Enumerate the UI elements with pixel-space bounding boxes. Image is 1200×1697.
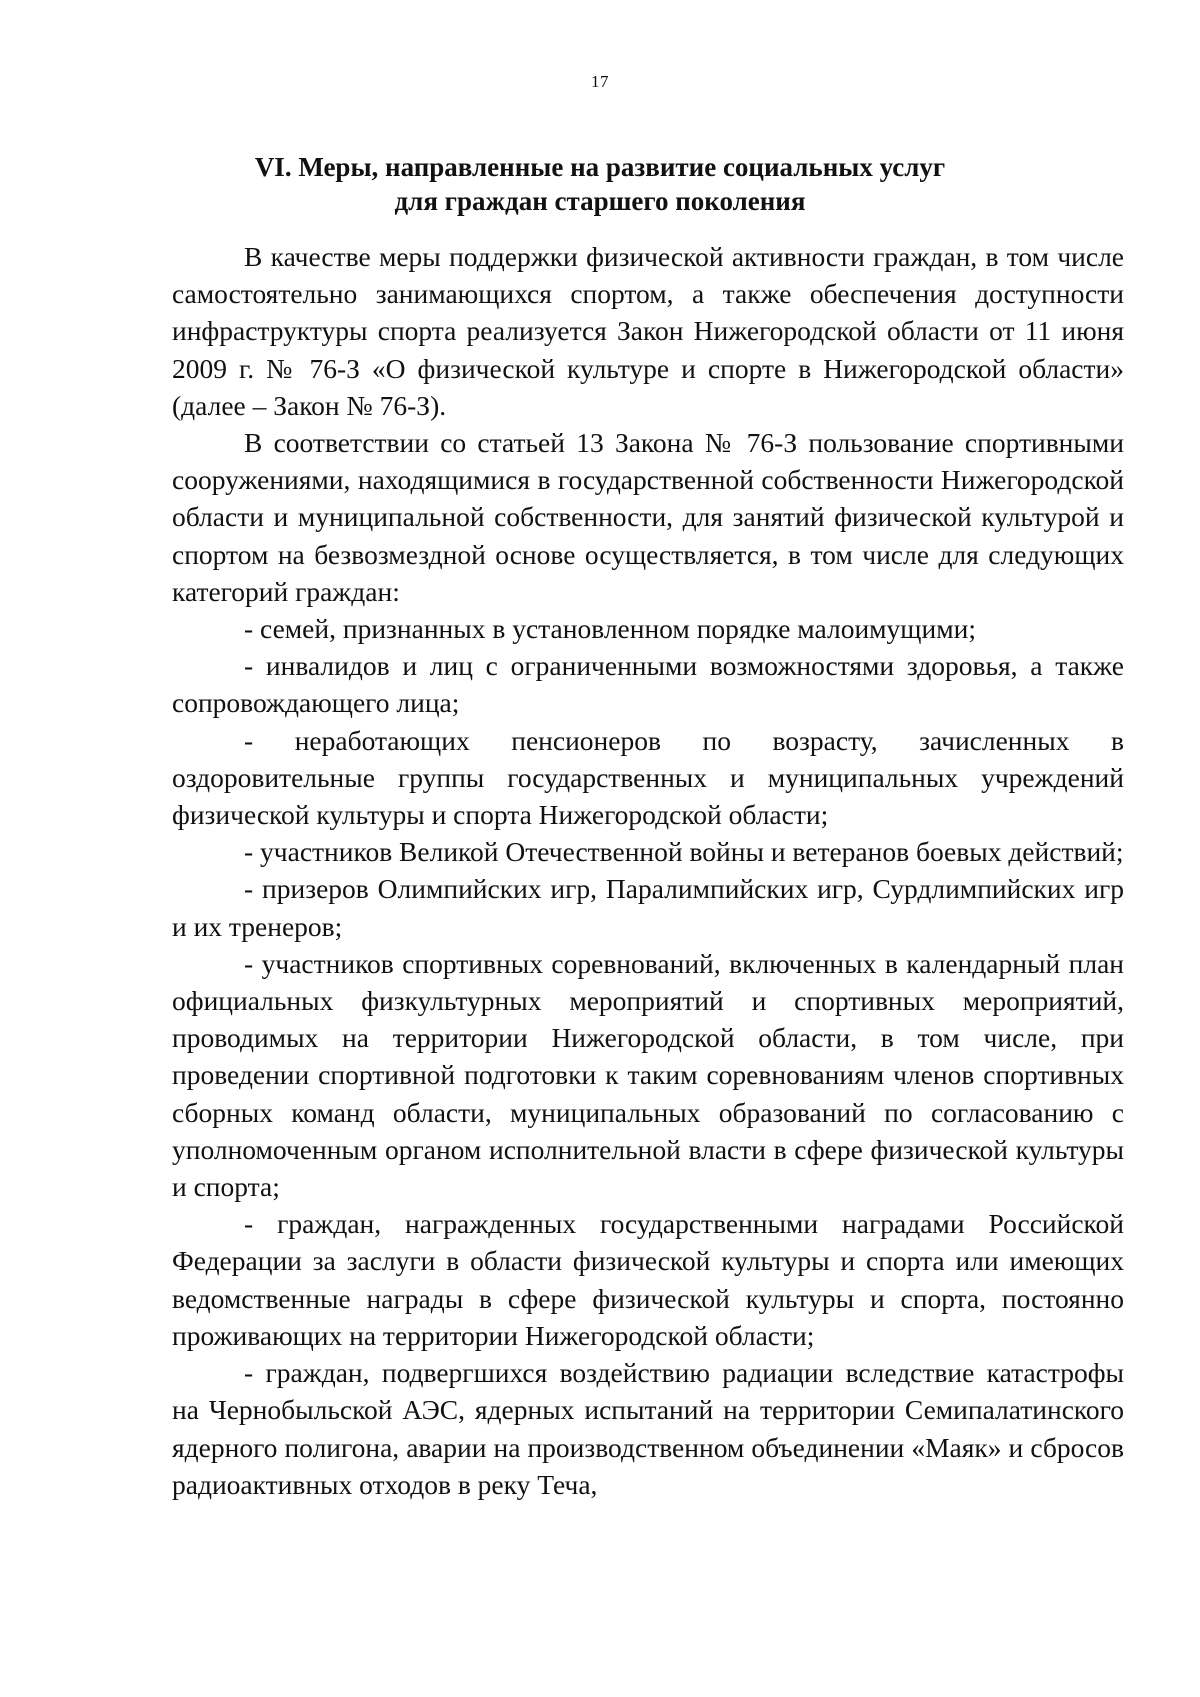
section-heading [150, 150, 1050, 218]
list-item-olympic-medalists: - призеров Олимпийских игр, Паралимпийских игр, Сурдлимпийских игр и их тренеров; [172, 873, 1124, 942]
body-text [172, 238, 1124, 1503]
section-heading-line-2: для граждан старшего поколения [394, 186, 806, 216]
paragraph-intro: В качестве меры поддержки физической активности граждан, в том числе самостоятельно занимающихся спортом, а также обеспечения доступности инфраструктуры спорта реализуется Закон Нижегородской области от 11 июня 2009 г. № 76-З «О физической культуре и спорте в Нижегородской области» (далее – Закон № 76-З). [172, 241, 1124, 421]
list-item-disabled-persons: - инвалидов и лиц с ограниченными возможностями здоровья, а также сопровождающего лица; [172, 650, 1124, 719]
list-item-war-veterans: - участников Великой Отечественной войны и ветеранов боевых действий; [244, 836, 1124, 868]
list-item-low-income-families: - семей, признанных в установленном порядке малоимущими; [244, 613, 976, 645]
section-heading-line-1: VI. Меры, направленные на развитие социальных услуг [254, 152, 946, 182]
page-number: 17 [591, 72, 609, 91]
paragraph-article-13: В соответствии со статьей 13 Закона № 76-З пользование спортивными сооружениями, находящимися в государственной собственности Нижегородской области и муниципальной собственности, для занятий физической культурой и спортом на безвозмездной основе осуществляется, в том числе для следующих категорий граждан: [172, 427, 1124, 607]
list-item-state-awardees: - граждан, награжденных государственными наградами Российской Федерации за заслуги в области физической культуры и спорта или имеющих ведомственные награды в сфере физической культуры и спорта, постоянно проживающих на территории Нижегородской области; [172, 1208, 1124, 1351]
list-item-radiation-victims: - граждан, подвергшихся воздействию радиации вследствие катастрофы на Чернобыльской АЭС, ядерных испытаний на территории Семипалатинского ядерного полигона, аварии на производственном объединении «Маяк» и сбросов радиоактивных отходов в реку Теча, [172, 1357, 1124, 1500]
list-item-pensioners: - неработающих пенсионеров по возрасту, зачисленных в оздоровительные группы государственных и муниципальных учреждений физической культуры и спорта Нижегородской области; [172, 724, 1124, 831]
list-item-competition-participants: - участников спортивных соревнований, включенных в календарный план официальных физкультурных мероприятий и спортивных мероприятий, проводимых на территории Нижегородской области, в том числе, при проведении спортивной подготовки к таким соревнованиям членов спортивных сборных команд области, муниципальных образований по согласованию с уполномоченным органом исполнительной власти в сфере физической культуры и спорта; [172, 947, 1124, 1203]
